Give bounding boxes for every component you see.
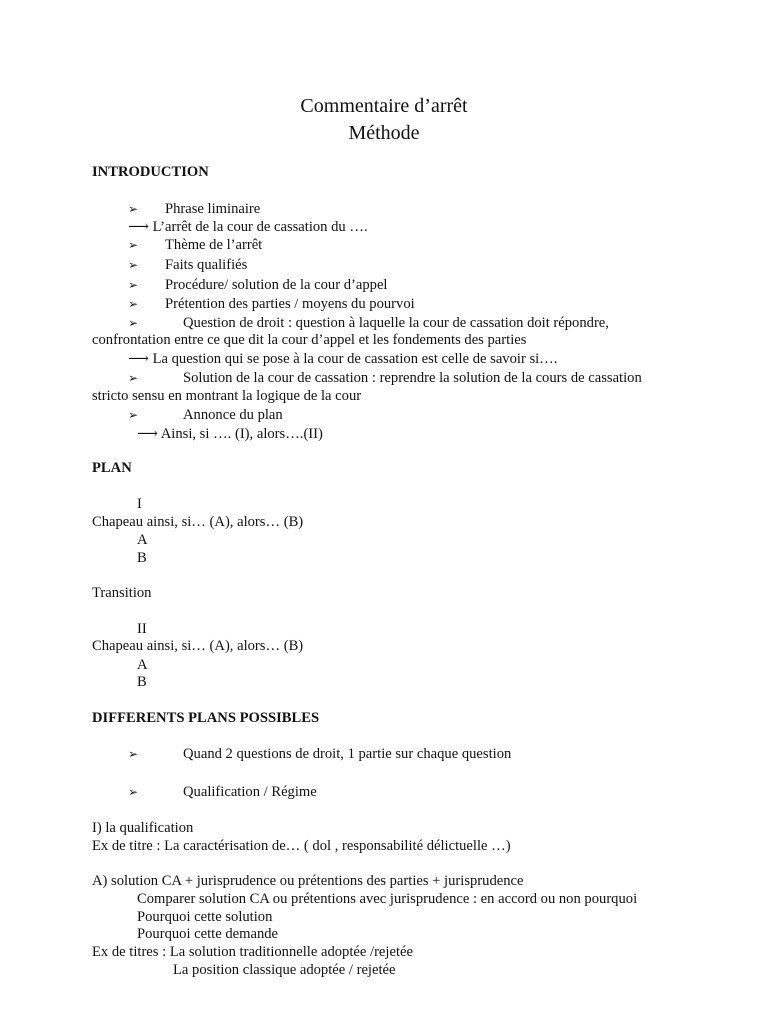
plan-subpart: B	[137, 674, 147, 690]
plan-subpart: B	[137, 550, 147, 566]
intro-note: ⟶ Ainsi, si …. (I), alors….(II)	[137, 426, 323, 442]
section-heading-plan: PLAN	[92, 460, 132, 476]
bullet-arrow-icon: ➢	[128, 202, 139, 216]
plans-item: Quand 2 questions de droit, 1 partie sur chaque question	[183, 746, 512, 762]
intro-item: Solution de la cour de cassation : reprendre la solution de la cours de cassation	[183, 370, 642, 386]
qualif-line: Pourquoi cette demande	[137, 926, 279, 942]
qualif-line: A) solution CA + jurisprudence ou prétentions des parties + jurisprudence	[92, 873, 524, 889]
plan-chapeau: Chapeau ainsi, si… (A), alors… (B)	[92, 514, 304, 530]
bullet-arrow-icon: ➢	[128, 316, 139, 330]
intro-item-continued: stricto sensu en montrant la logique de la cour	[92, 388, 362, 404]
plan-subpart: A	[137, 657, 148, 673]
intro-item: Phrase liminaire	[165, 201, 261, 217]
qualif-line: Comparer solution CA ou prétentions avec jurisprudence : en accord ou non pourquoi	[137, 891, 638, 907]
bullet-arrow-icon: ➢	[128, 297, 139, 311]
bullet-arrow-icon: ➢	[128, 278, 139, 292]
intro-item: Annonce du plan	[183, 407, 283, 423]
plan-subpart: A	[137, 532, 148, 548]
qualif-line: La position classique adoptée / rejetée	[173, 962, 396, 978]
intro-item: Prétention des parties / moyens du pourvoi	[165, 296, 415, 312]
plan-part-number: II	[137, 621, 147, 637]
page-subtitle: Méthode	[348, 122, 420, 144]
bullet-arrow-icon: ➢	[128, 785, 139, 799]
plan-part-number: I	[137, 496, 142, 512]
plans-item: Qualification / Régime	[183, 784, 317, 800]
qualif-line: Ex de titres : La solution traditionnelle adoptée /rejetée	[92, 944, 413, 960]
page-title: Commentaire d’arrêt	[300, 95, 468, 117]
intro-item-continued: confrontation entre ce que dit la cour d’appel et les fondements des parties	[92, 332, 527, 348]
section-heading-introduction: INTRODUCTION	[92, 164, 209, 180]
bullet-arrow-icon: ➢	[128, 258, 139, 272]
intro-item: Faits qualifiés	[165, 257, 248, 273]
qualif-line: Pourquoi cette solution	[137, 909, 273, 925]
qualif-line: I) la qualification	[92, 820, 194, 836]
qualif-line: Ex de titre : La caractérisation de… ( dol , responsabilité délictuelle …)	[92, 838, 511, 854]
intro-item: Question de droit : question à laquelle la cour de cassation doit répondre,	[183, 315, 609, 331]
section-heading-plans-possibles: DIFFERENTS PLANS POSSIBLES	[92, 710, 320, 726]
bullet-arrow-icon: ➢	[128, 747, 139, 761]
intro-item: Procédure/ solution de la cour d’appel	[165, 277, 388, 293]
bullet-arrow-icon: ➢	[128, 371, 139, 385]
bullet-arrow-icon: ➢	[128, 408, 139, 422]
plan-transition: Transition	[92, 585, 152, 601]
intro-note: ⟶ L’arrêt de la cour de cassation du ….	[128, 219, 368, 235]
intro-note: ⟶ La question qui se pose à la cour de cassation est celle de savoir si….	[128, 351, 558, 367]
bullet-arrow-icon: ➢	[128, 238, 139, 252]
plan-chapeau: Chapeau ainsi, si… (A), alors… (B)	[92, 638, 304, 654]
intro-item: Thème de l’arrêt	[165, 237, 263, 253]
